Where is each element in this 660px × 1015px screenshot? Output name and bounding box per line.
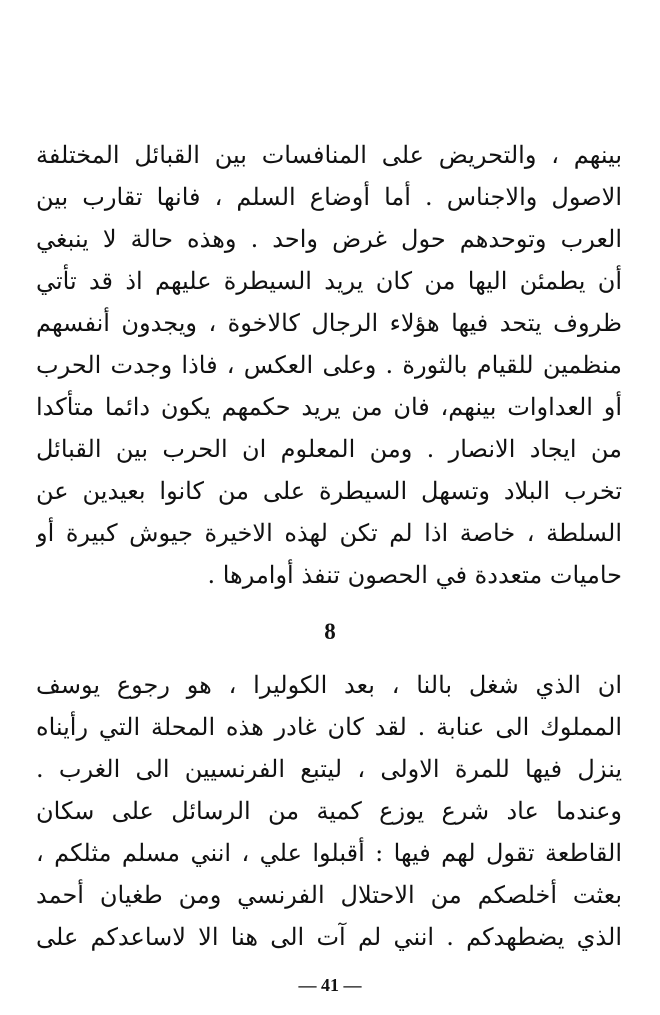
paragraph-line: ظروف يتحد فيها هؤلاء الرجال كالاخوة ، ويجدون أنفسهم: [36, 309, 622, 337]
paragraph-line: حاميات متعددة في الحصون تنفذ أوامرها .: [207, 561, 622, 589]
chapter-number: 8: [324, 619, 336, 644]
paragraph-line: الذي يضطهدكم . انني لم آت الى هنا الا لاساعدكم على: [36, 923, 622, 951]
paragraph-line: المملوك الى عنابة . لقد كان غادر هذه المحلة التي رأيناه: [36, 713, 622, 741]
paragraph-line: ينزل فيها للمرة الاولى ، ليتبع الفرنسيين الى الغرب .: [36, 755, 622, 783]
paragraph-line: السلطة ، خاصة اذا لم تكن لهذه الاخيرة جيوش كبيرة أو: [36, 519, 622, 547]
paragraph-line: أن يطمئن اليها من كان يريد السيطرة عليهم اذ قد تأتي: [36, 267, 622, 295]
paragraph-line: الاصول والاجناس . أما أوضاع السلم ، فانها تقارب بين: [36, 183, 622, 211]
paragraph-line: تخرب البلاد وتسهل السيطرة على من كانوا بعيدين عن: [36, 477, 622, 505]
paragraph-line: منظمين للقيام بالثورة . وعلى العكس ، فاذا وجدت الحرب: [36, 351, 622, 379]
page-number: — 41 —: [298, 975, 362, 995]
paragraph-line: وعندما عاد شرع يوزع كمية من الرسائل على سكان: [36, 797, 622, 825]
paragraph-line: ان الذي شغل بالنا ، بعد الكوليرا ، هو رجوع يوسف: [36, 671, 622, 699]
paragraph-line: بعثت أخلصكم من الاحتلال الفرنسي ومن طغيان أحمد: [36, 881, 622, 909]
paragraph-line: العرب وتوحدهم حول غرض واحد . وهذه حالة لا ينبغي: [36, 225, 622, 253]
paragraph-line: القاطعة تقول لهم فيها : أقبلوا علي ، انني مسلم مثلكم ،: [36, 839, 622, 867]
paragraph-line: من ايجاد الانصار . ومن المعلوم ان الحرب بين القبائل: [36, 435, 622, 463]
paragraph-line: بينهم ، والتحريض على المنافسات بين القبائل المختلفة: [36, 141, 622, 169]
paragraph-line: أو العداوات بينهم، فان من يريد حكمهم يكون دائما متأكدا: [36, 393, 622, 421]
